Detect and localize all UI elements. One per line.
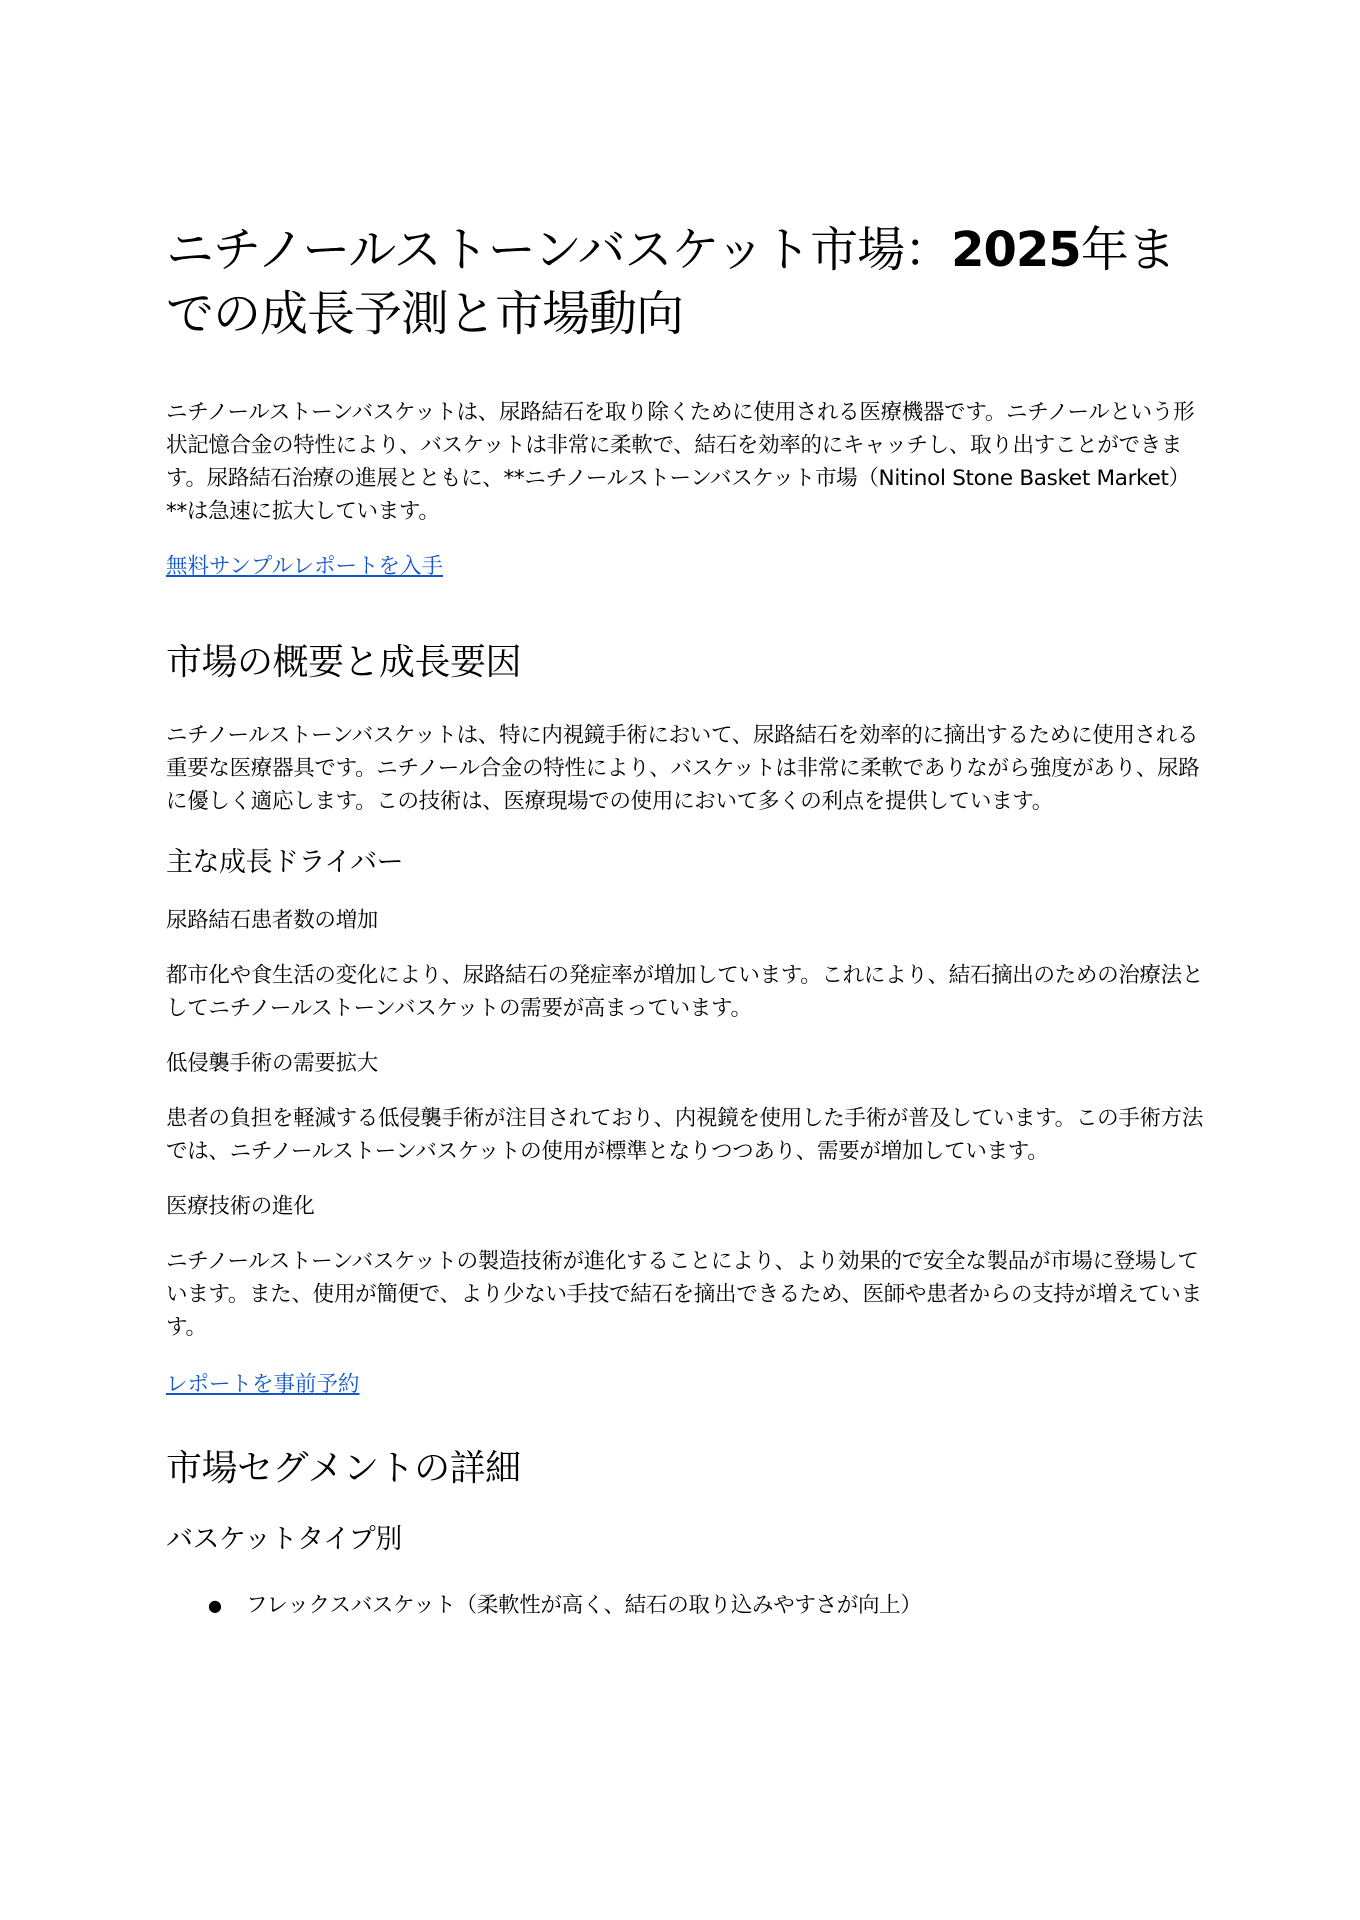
section-heading-segments: 市場セグメントの詳細: [166, 1448, 521, 1489]
preorder-report-link[interactable]: レポートを事前予約: [166, 1372, 360, 1397]
list-item: [166, 1589, 1206, 1622]
bullet-icon: ●: [208, 1596, 222, 1615]
driver-body: 都市化や食生活の変化により、尿路結石の発症率が増加しています。これにより、結石摘出のための治療法としてニチノールストーンバスケットの需要が高まっています。: [166, 963, 1204, 1021]
driver-body: 患者の負担を軽減する低侵襲手術が注目されており、内視鏡を使用した手術が普及しています。この手術方法では、ニチノールストーンバスケットの使用が標準となりつつあり、需要が増加しています。: [166, 1106, 1204, 1164]
list-item-text: フレックスバスケット（柔軟性が高く、結石の取り込みやすさが向上）: [246, 1593, 922, 1618]
segment-list: [166, 1589, 1206, 1622]
driver-title: 医療技術の進化: [166, 1194, 315, 1219]
free-sample-link[interactable]: 無料サンプルレポートを入手: [166, 554, 444, 579]
driver-body: ニチノールストーンバスケットの製造技術が進化することにより、より効果的で安全な製品が市場に登場しています。また、使用が簡便で、より少ない手技で結石を摘出できるため、医師や患者からの支持が増えています。: [166, 1249, 1202, 1340]
intro-paragraph: ニチノールストーンバスケットは、尿路結石を取り除くために使用される医療機器です。ニチノールという形状記憶合金の特性により、バスケットは非常に柔軟で、結石を効率的にキャッチし、取り出すことができます。尿路結石治療の進展とともに、**ニチノールストーンバスケット市場（Nitinol Stone Basket Market）**は急速に拡大しています。: [166, 400, 1195, 524]
overview-paragraph: ニチノールストーンバスケットは、特に内視鏡手術において、尿路結石を効率的に摘出するために使用される重要な医療器具です。ニチノール合金の特性により、バスケットは非常に柔軟でありながら強度があり、尿路に優しく適応します。この技術は、医療現場での使用において多くの利点を提供しています。: [166, 723, 1200, 814]
title-part-1: ニチノールストーンバスケット市場：: [166, 222, 952, 278]
section-heading-overview: 市場の概要と成長要因: [166, 642, 522, 683]
drivers-heading: 主な成長ドライバー: [166, 847, 404, 878]
title-part-2: 年までの成長予測と市場動向: [166, 222, 1175, 342]
segment-subheading: バスケットタイプ別: [166, 1524, 402, 1555]
title-year: 2025: [951, 222, 1081, 278]
driver-title: 低侵襲手術の需要拡大: [166, 1051, 379, 1076]
driver-title: 尿路結石患者数の増加: [166, 908, 379, 933]
document-content: [166, 218, 1206, 1622]
page-title: [166, 218, 1206, 346]
